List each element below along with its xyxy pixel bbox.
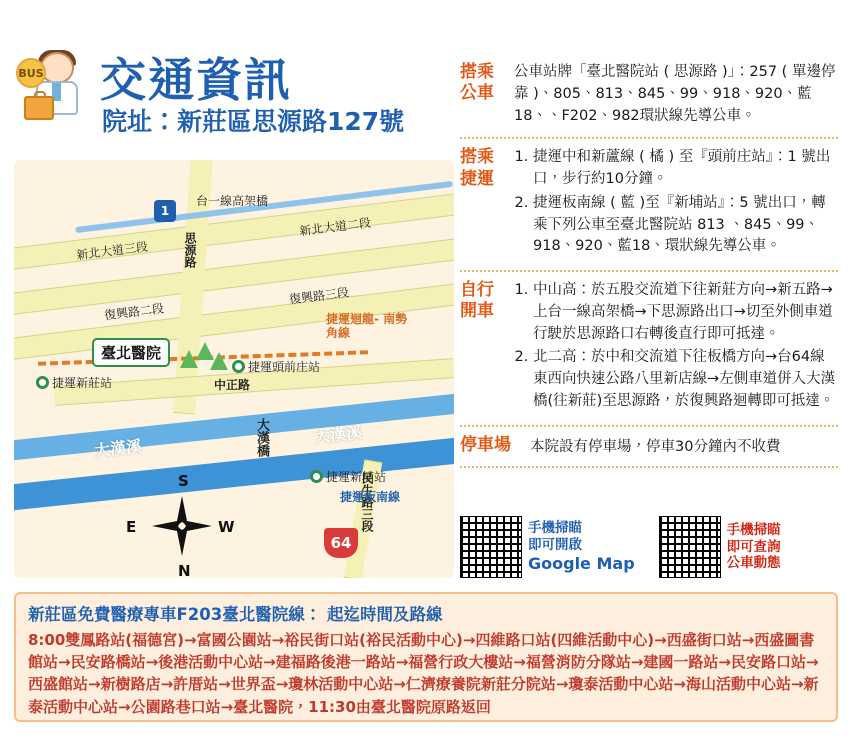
- station-marker-xinzhuang: [36, 376, 49, 389]
- compass-right-label: W: [218, 518, 235, 536]
- label-fuxing-2: 復興路二段: [103, 301, 165, 323]
- free-shuttle-banner: [14, 592, 838, 722]
- label-minsheng-3: 民生路三段: [360, 472, 374, 532]
- qr-bus-line2: 即可查詢: [726, 538, 781, 555]
- mascot-suitcase-icon: [24, 96, 54, 120]
- info-body-bus: 公車站牌「臺北醫院站 ( 思源路 )」：257 ( 單邊停靠 )、805、813、845、99、918、920、藍18、、F202、982環狀線先導公車。: [514, 64, 836, 124]
- label-mrt-orange: 捷運迴龍- 南勢角線: [326, 312, 408, 341]
- info-tag-mrt: [460, 147, 506, 260]
- page-subtitle: 院址：新莊區思源路127號: [102, 107, 405, 136]
- qr-section: [460, 512, 838, 582]
- compass-icon: [134, 478, 230, 574]
- info-tag-parking: 停車場: [460, 434, 511, 455]
- bridge-label: 大漢橋: [254, 418, 269, 457]
- qr-caption-bus: [727, 522, 781, 573]
- river-label-left: 大漢溪: [93, 436, 143, 461]
- page-header: [14, 40, 454, 150]
- qr-block-bus: [659, 516, 781, 578]
- info-tag-mrt-line2: 捷運: [460, 168, 494, 189]
- qr-block-gmap: [460, 516, 635, 578]
- google-map-qr-icon[interactable]: [460, 516, 522, 578]
- bus-dynamic-qr-icon[interactable]: [659, 516, 721, 578]
- station-marker-xinpu: [310, 470, 323, 483]
- river-label-right: 大漢溪: [313, 422, 363, 447]
- qr-bus-line3: 公車動態: [726, 555, 781, 572]
- station-marker-touqianzhuang: [232, 360, 245, 373]
- info-row-parking: [460, 435, 838, 468]
- hospital-marker: 臺北醫院: [92, 338, 170, 367]
- info-tag-bus-line1: 搭乘: [460, 62, 494, 82]
- compass-left-label: E: [126, 518, 137, 536]
- info-row-mrt: [460, 147, 838, 272]
- list-item: 1. 捷運中和新蘆線 ( 橘 ) 至『頭前庄站』：1 號出口，步行約10分鐘。: [533, 147, 838, 191]
- qr-gmap-line1: 手機掃瞄: [528, 520, 582, 537]
- shuttle-route: 8:00雙鳳路站(福德宮)→富國公園站→裕民街口站(裕民活動中心)→四維路口站(四維活動中心)→西盛街口站→西盛圖書館站→民安路橋站→後港活動中心站→建福路後港一路站→福營行政大樓站→福營消防分隊站→建國一路站→民安路口站→西盛館站→新樹路店→許厝站→世界盃→瓊林活動中心站→仁濟療養院新莊分院站→瓊泰活動中心站→海山活動中心站→新泰活動中心站→公園路巷口站→臺北醫院，11:30由臺北醫院原路返回: [28, 631, 819, 716]
- label-xinbei-2: 新北大道二段: [298, 215, 372, 239]
- info-tag-bus: [460, 62, 506, 127]
- list-item: 2. 捷運板南線 ( 藍 )至『新埔站』：5 號出口，轉乘下列公車至臺北醫院站 813 、845、99、918、920、藍18、環狀線先導公車。: [533, 193, 838, 258]
- info-tag-mrt-line1: 搭乘: [460, 147, 494, 168]
- bus-icon: BUS: [16, 58, 46, 88]
- highway-64-badge: 64: [324, 528, 358, 558]
- label-siyuan: 思源路: [183, 232, 197, 268]
- info-tag-car-line2: 開車: [460, 301, 494, 322]
- info-tag-car-line1: 自行: [460, 280, 494, 300]
- tree-icon-3: [210, 352, 228, 370]
- label-xinbei-3: 新北大道三段: [75, 239, 149, 263]
- info-row-bus: [460, 62, 838, 139]
- info-row-car: [460, 280, 838, 427]
- mascot-illustration: [14, 50, 88, 124]
- label-station-xinzhuang: 捷運新莊站: [52, 376, 113, 390]
- info-tag-bus-line2: 公車: [460, 83, 494, 104]
- qr-caption-gmap: [528, 520, 635, 574]
- qr-gmap-line3: Google Map: [528, 553, 635, 573]
- qr-gmap-line2: 即可開啟: [528, 537, 582, 553]
- label-fuxing-3: 復興路三段: [288, 285, 350, 307]
- info-body-parking: 本院設有停車場，停車30分鐘內不收費: [530, 438, 781, 455]
- list-item: 1. 中山高：於五股交流道下往新莊方向→新五路→上台一線高架橋→下思源路出口→切至外側車道行駛於思源路口右轉後直行即可抵達。: [533, 280, 838, 345]
- highway-1-label: 台一線高架橋: [196, 194, 269, 208]
- page-title: 交通資訊: [100, 53, 292, 107]
- compass-rose: [126, 472, 235, 578]
- location-map: [14, 160, 454, 578]
- info-list: [460, 62, 838, 476]
- list-item: 2. 北二高：於中和交流道下往板橋方向→台64線東西向快速公路八里新店線→左側車道併入大漢橋(往新莊)至思源路，於復興路迴轉即可抵達。: [533, 347, 838, 412]
- qr-bus-line1: 手機掃瞄: [726, 521, 781, 538]
- shuttle-title: 新莊區免費醫療專車F203臺北醫院線： 起迄時間及路線: [28, 605, 443, 624]
- info-body-mrt: [514, 147, 838, 260]
- info-tag-car: [460, 280, 506, 415]
- compass-north-top-label: S: [178, 472, 189, 490]
- highway-1-badge: 1: [154, 200, 176, 222]
- label-station-xinpu: 捷運新埔站: [326, 470, 387, 484]
- compass-bottom-label: N: [178, 562, 191, 578]
- info-body-car: [514, 280, 838, 415]
- label-station-touqianzhuang: 捷運頭前庄站: [248, 360, 321, 374]
- label-zhongzheng: 中正路: [214, 378, 251, 392]
- label-mrt-blue: 捷運板南線: [340, 490, 401, 504]
